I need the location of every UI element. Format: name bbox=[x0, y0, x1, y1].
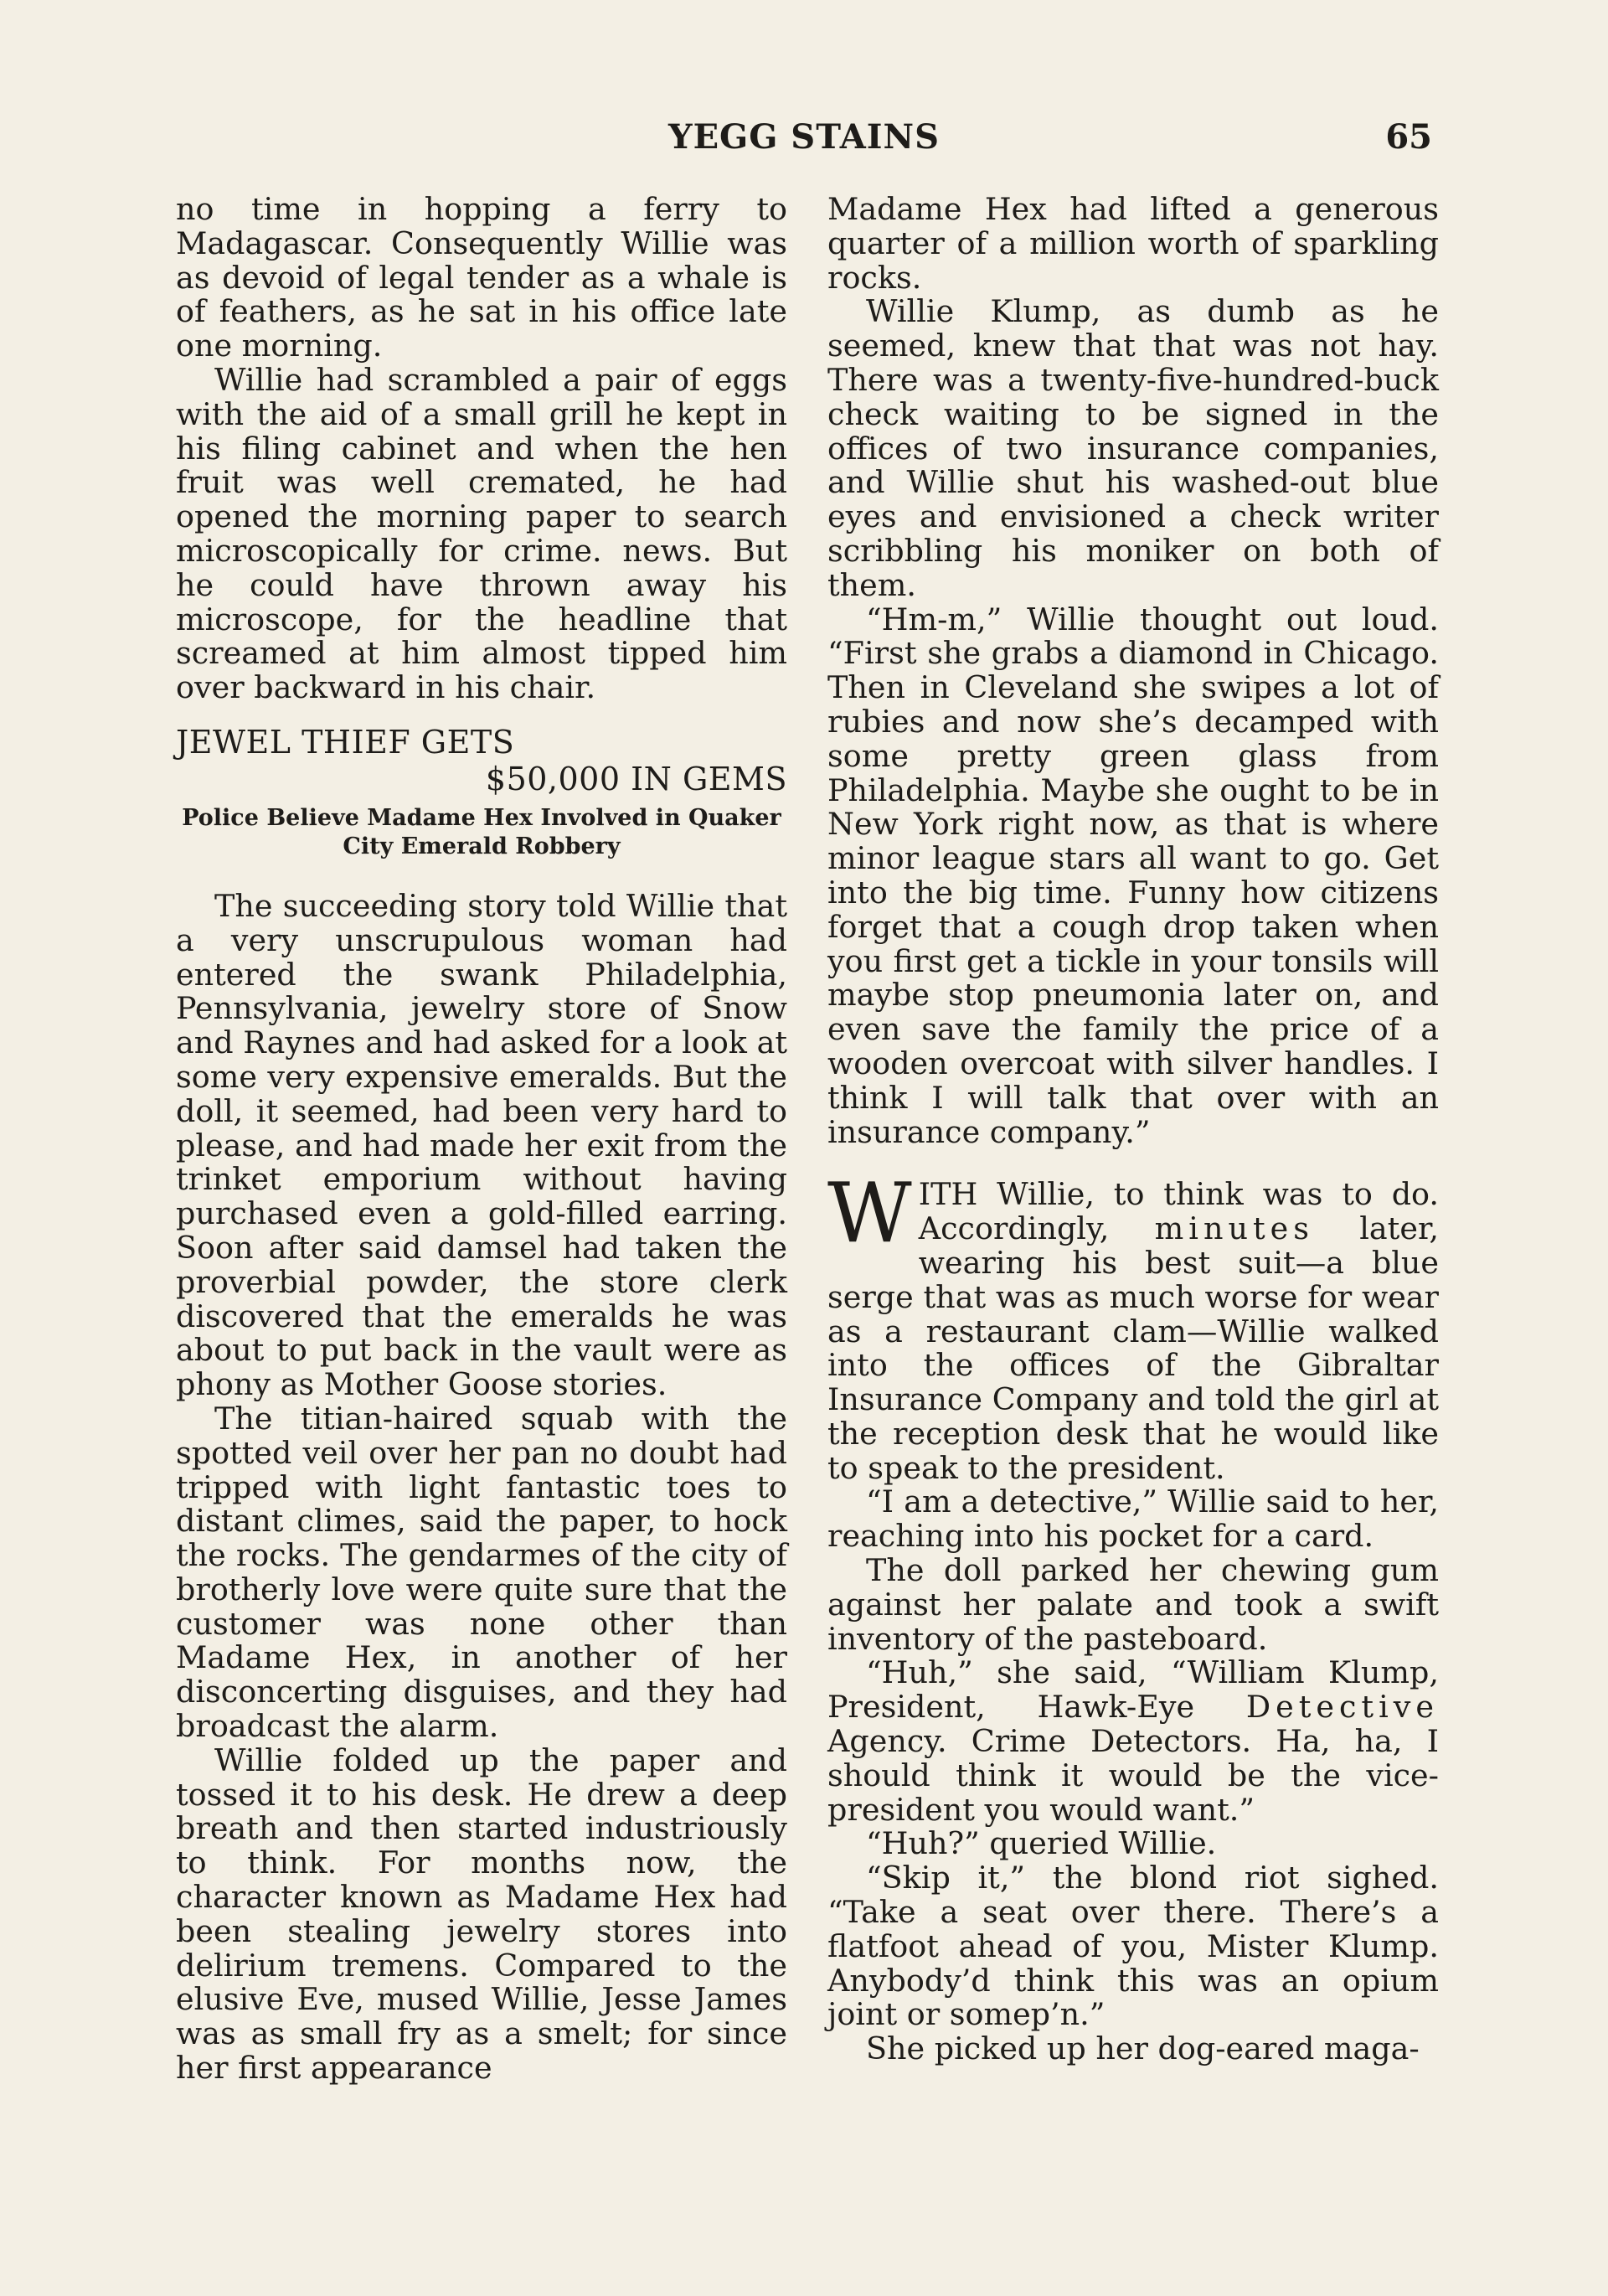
section-opening-paragraph bbox=[827, 1166, 1439, 1486]
page-header bbox=[176, 117, 1432, 161]
right-column bbox=[827, 193, 1439, 2066]
paragraph: The succeeding story told Willie that a very unscrupulous woman had entered the swank Philadelphia, Pennsylvania, jewelry store of Snow and Raynes and had asked for a look at some very expensive emeralds. But the doll, it seemed, had been very hard to please, and had made her exit from the trinket emporium without having purchased even a gold-filled earring. Soon after said damsel had taken the proverbial powder, the store clerk discovered that the emeralds he was about to put back in the vault were as phony as Mother Goose stories. bbox=[176, 887, 787, 1403]
paragraph: Madame Hex had lifted a generous quarter of a million worth of sparkling rocks. bbox=[827, 191, 1439, 296]
letterspaced-word: minutes bbox=[1154, 1210, 1314, 1247]
paragraph: “I am a detective,” Willie said to her, reaching into his pocket for a card. bbox=[827, 1483, 1439, 1555]
page-number: 65 bbox=[1385, 117, 1432, 157]
paragraph: “Skip it,” the blond riot sighed. “Take a seat over there. There’s a flatfoot ahead of you, Mister Klump. Anybody’d think this was an opium joint or somep’n.” bbox=[827, 1860, 1439, 2033]
paragraph: “Hm-m,” Willie thought out loud. “First she grabs a diamond in Chicago. Then in Cleveland she swipes a lot of rubies and now she’s decamped with some pretty green glass from Philadelphia. Maybe she ought to be in New York right now, as that is where minor league stars all want to go. Get into the big time. Funny how citizens forget that a cough drop taken when you first get a tickle in your tonsils will maybe stop pneumonia later on, and even save the family the price of a wooden overcoat with silver handles. I think I will talk that over with an insurance company.” bbox=[827, 601, 1439, 1150]
paragraph-text: “Huh,” she said, “William Klump, President, Hawk-Eye bbox=[827, 1654, 1439, 1726]
paragraph-text: later, wearing his best suit—a blue serge that was as much worse for wear as a restaurant clam—Willie walked into the offices of the Gibraltar Insurance Company and told the girl at the reception desk that he would like to speak to the president. bbox=[827, 1210, 1439, 1486]
running-title: YEGG STAINS bbox=[668, 117, 940, 157]
drop-cap: W bbox=[827, 1166, 912, 1262]
news-subheadline: Police Believe Madame Hex Involved in Quaker City Emerald Robbery bbox=[182, 804, 781, 859]
spacer bbox=[176, 861, 787, 890]
paragraph: “Huh?” queried Willie. bbox=[866, 1825, 1217, 1862]
section-break bbox=[827, 1149, 1439, 1178]
news-headline-line-2: $50,000 IN GEMS bbox=[485, 760, 787, 797]
left-column bbox=[176, 193, 787, 2086]
paragraph-text: ITH Willie, to think was to do. Accordingly, bbox=[918, 1176, 1439, 1247]
paragraph: Willie had scrambled a pair of eggs with the aid of a small grill he kept in his filing cabinet and when the hen fruit was well cremated, he had opened the morning paper to search microscopically for crime. news. But he could have thrown away his microscope, for the headline that screamed at him almost tipped him over backward in his chair. bbox=[176, 361, 787, 706]
news-headline-line-1: JEWEL THIEF GETS bbox=[176, 723, 515, 761]
paragraph: Willie folded up the paper and tossed it to his desk. He drew a deep breath and then started industriously to think. For months now, the character known as Madame Hex had been stealing jewelry stores into delirium tremens. Compared to the elusive Eve, mused Willie, Jesse James was as small fry as a smelt; for since her first appearance bbox=[176, 1741, 787, 2087]
paragraph: The titian-haired squab with the spotted veil over her pan no doubt had tripped with light fantastic toes to distant climes, said the paper, to hock the rocks. The gendarmes of the city of brotherly love were quite sure that the customer was none other than Madame Hex, in another of her disconcerting disguises, and they had broadcast the alarm. bbox=[176, 1400, 787, 1745]
paragraph: She picked up her dog-eared maga- bbox=[866, 2030, 1420, 2067]
paragraph-text: Agency. Crime Detectors. Ha, ha, I should think it would be the vice-president you would want.” bbox=[827, 1723, 1439, 1828]
paragraph: Willie Klump, as dumb as he seemed, knew that that was not hay. There was a twenty-five-hundred-buck check waiting to be signed in the offices of two insurance companies, and Willie shut his washed-out blue eyes and envisioned a check writer scribbling his moniker on both of them. bbox=[827, 293, 1439, 603]
paragraph bbox=[827, 1656, 1439, 1827]
paragraph: no time in hopping a ferry to Madagascar. Consequently Willie was as devoid of legal tender as a whale is of feathers, as he sat in his office late one morning. bbox=[176, 191, 787, 364]
letterspaced-word: Detective bbox=[1245, 1689, 1439, 1726]
paragraph: The doll parked her chewing gum against her palate and took a swift inventory of the pasteboard. bbox=[827, 1552, 1439, 1657]
